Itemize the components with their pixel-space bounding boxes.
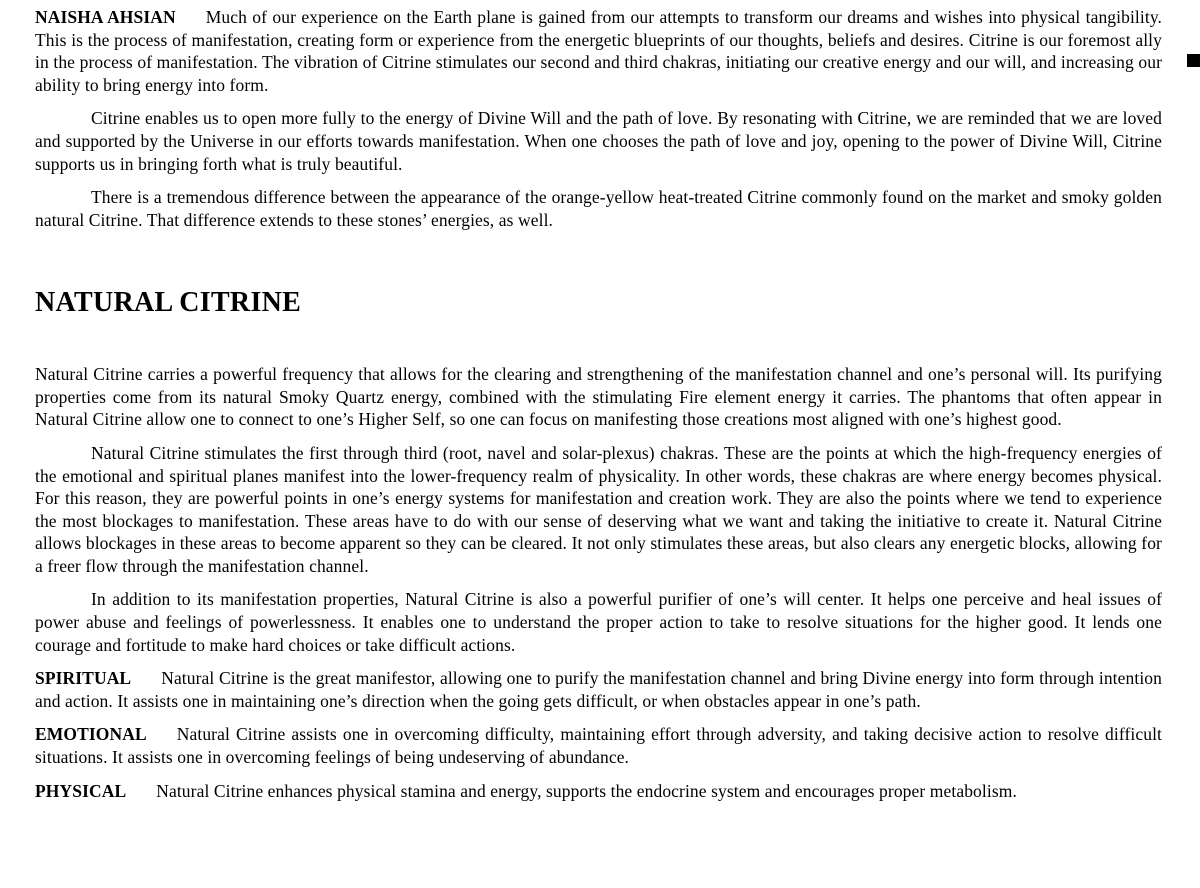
paragraph-divine-will [35,107,1162,175]
paragraph-author-intro [35,6,1162,96]
paragraph-emotional [35,723,1162,768]
paragraph-spiritual [35,667,1162,712]
paragraph-physical [35,780,1162,803]
paragraph-will-center-purifier [35,588,1162,656]
paragraph-chakras-stimulation [35,442,1162,578]
paragraph-text: Natural Citrine stimulates the first through third (root, navel and solar-plexus) chakras. These are the points at which the high-frequency energies of the emotional and spiritual planes manifest into the lower-frequency realm of physicality. In other words, these chakras are where energy becomes physical. For this reason, they are powerful points in one’s energy systems for manifestation and creation work. They are also the points where we tend to experience the most blockages to manifestation. These areas have to do with our sense of deserving what we want and taking the initiative to create it. Natural Citrine allows blockages in these areas to become apparent so they can be cleared. It not only stimulates these areas, but also clears any energetic blocks, allowing for a freer flow through the manifestation channel. [35,442,1162,576]
paragraph-text: Natural Citrine carries a powerful frequency that allows for the clearing and strengthening of the manifestation channel and one’s personal will. Its purifying properties come from its natural Smoky Quartz energy, combined with the stimulating Fire element energy it carries. The phantoms that often appear in Natural Citrine allow one to connect to one’s Higher Self, so one can focus on manifesting those creations most aligned with one’s highest good. [35,364,1162,430]
paragraph-text: Natural Citrine enhances physical stamina and energy, supports the endocrine system and encourages proper metabolism. [156,780,1017,801]
author-lead-in: NAISHA AHSIAN [35,7,176,27]
emotional-lead-in: EMOTIONAL [35,724,147,745]
paragraph-text: Citrine enables us to open more fully to the energy of Divine Will and the path of love. By resonating with Citrine, we are reminded that we are loved and supported by the Universe in our efforts towards manifestation. When one chooses the path of love and joy, opening to the power of Divine Will, Citrine supports us in bringing forth what is truly beautiful. [35,108,1162,174]
paragraph-text: In addition to its manifestation properties, Natural Citrine is also a powerful purifier of one’s will center. It helps one perceive and heal issues of power abuse and feelings of powerlessness. It enables one to understand the proper action to take to resolve situations for the higher good. It lends one courage and fortitude to make hard choices or take difficult actions. [35,589,1162,655]
paragraph-text: Natural Citrine is the great manifestor, allowing one to purify the manifestation channel and bring Divine energy into form through intention and action. It assists one in maintaining one’s direction when the going gets difficult, or when obstacles appear in one’s path. [35,668,1162,711]
physical-lead-in: PHYSICAL [35,780,127,801]
paragraph-natural-citrine-frequency [35,363,1162,431]
paragraph-text: Much of our experience on the Earth plane is gained from our attempts to transform our dreams and wishes into physical tangibility. This is the process of manifestation, creating form or experience from the energetic blueprints of our thoughts, beliefs and desires. Citrine is our foremost ally in the process of manifestation. The vibration of Citrine stimulates our second and third chakras, initiating our creative energy and our will, and increasing our ability to bring energy into form. [35,7,1163,95]
spiritual-lead-in: SPIRITUAL [35,668,132,689]
scan-artifact-mark [1187,54,1200,67]
section-heading: NATURAL CITRINE [35,287,302,319]
paragraph-text: Natural Citrine assists one in overcoming difficulty, maintaining effort through adversity, and taking decisive action to resolve difficult situations. It assists one in overcoming feelings of being undeserving of abundance. [35,724,1162,768]
paragraph-text: There is a tremendous difference between the appearance of the orange-yellow heat-treated Citrine commonly found on the market and smoky golden natural Citrine. That difference extends to these stones’ energies, as well. [35,187,1162,230]
paragraph-heat-treated-difference [35,186,1162,231]
